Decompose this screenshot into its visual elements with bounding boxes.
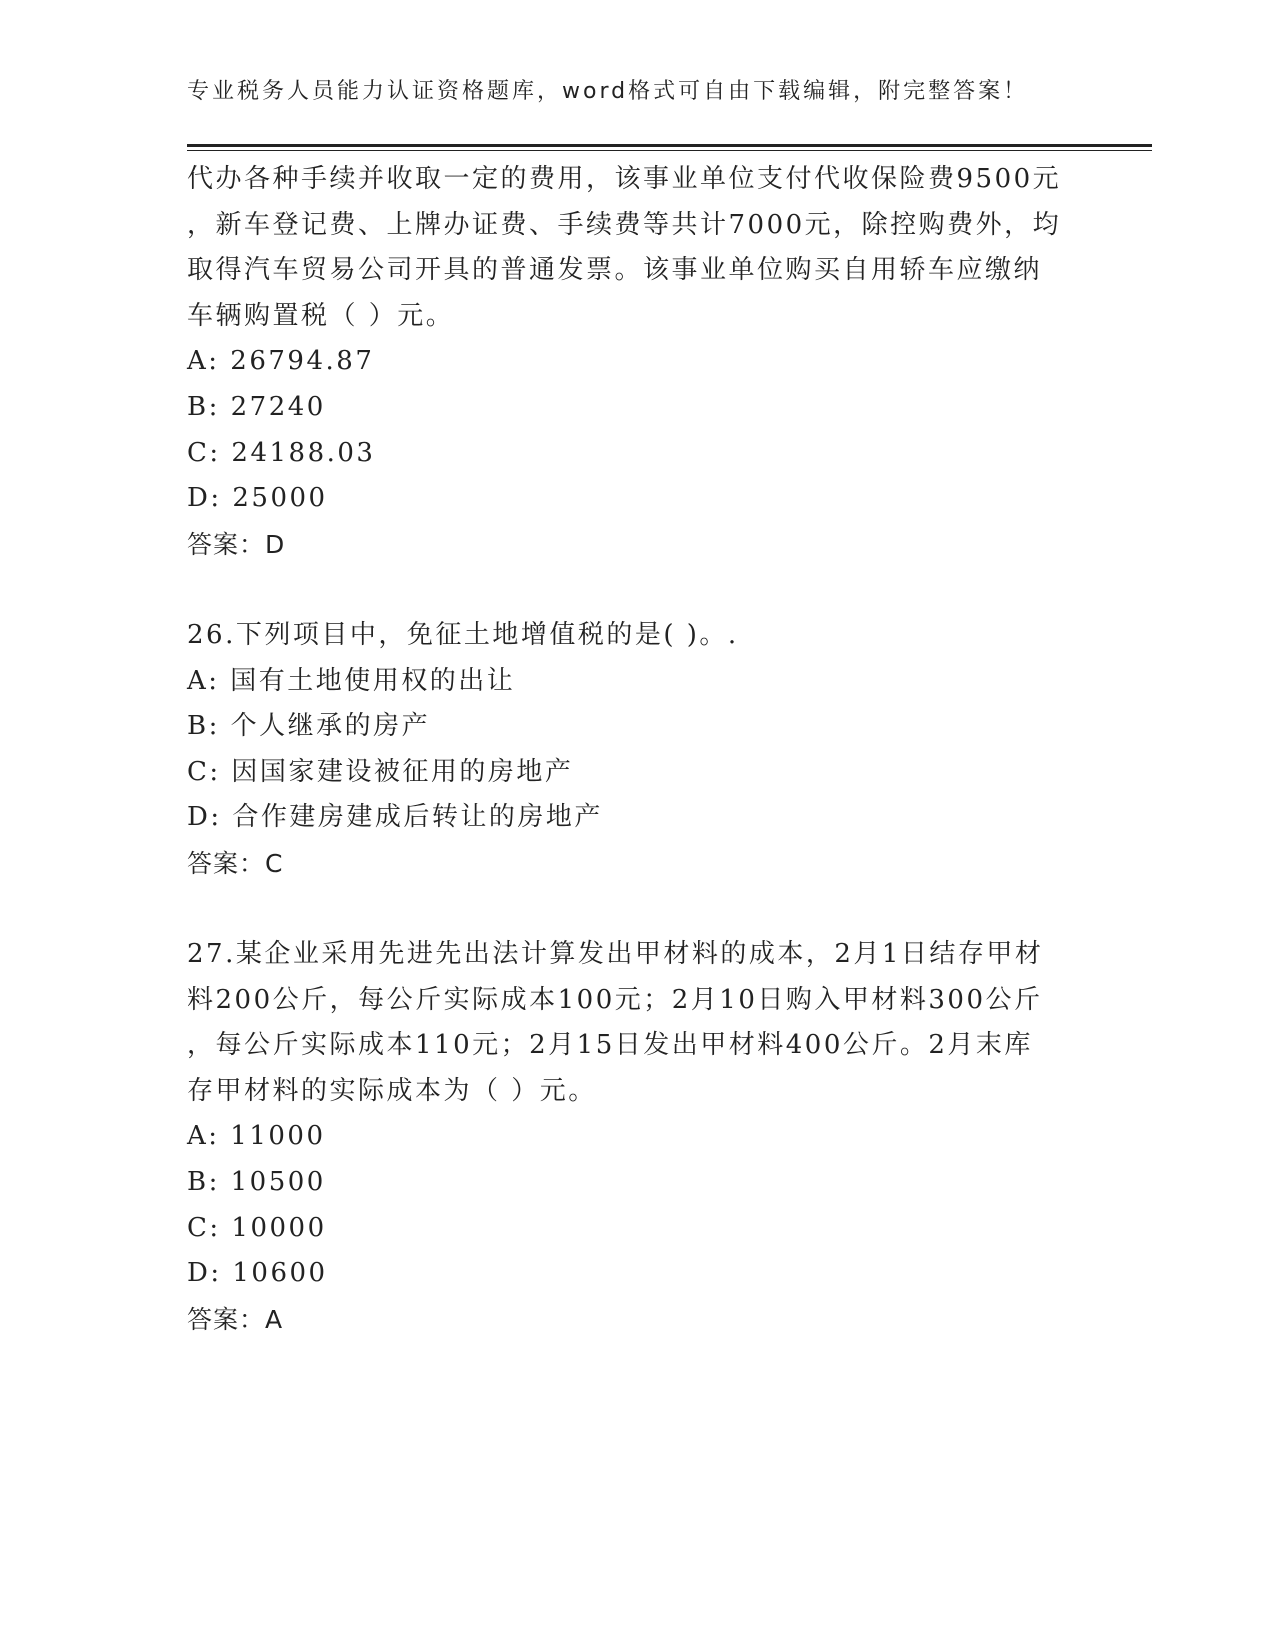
block-spacer xyxy=(187,887,1107,933)
question-text-line: ，新车登记费、上牌办证费、手续费等共计7000元，除控购费外，均 xyxy=(187,209,1062,240)
answer-label: 答案：C xyxy=(187,848,284,878)
question-text-line: 代办各种手续并收取一定的费用，该事业单位支付代收保险费9500元 xyxy=(187,164,1062,194)
option-c: C: 10000 xyxy=(187,1212,327,1243)
answer-label: 答案：A xyxy=(187,1304,284,1334)
question-text-line: ，每公斤实际成本110元；2月15日发出甲材料400公斤。2月末库 xyxy=(187,1030,1033,1061)
option-c: C: 24188.03 xyxy=(187,437,376,468)
answer-label: 答案：D xyxy=(187,529,286,559)
header-rule-thin xyxy=(187,150,1152,151)
question-block xyxy=(187,932,1107,1342)
option-d: D: 合作建房建成后转让的房地产 xyxy=(187,802,603,833)
option-d: D: 10600 xyxy=(187,1258,328,1289)
block-spacer xyxy=(187,567,1107,613)
question-content xyxy=(187,157,1107,1342)
option-a: A: 11000 xyxy=(187,1121,326,1152)
question-block xyxy=(187,157,1107,567)
page-header: 专业税务人员能力认证资格题库，word格式可自由下载编辑，附完整答案！ xyxy=(187,79,1029,104)
option-b: B: 10500 xyxy=(187,1167,326,1198)
question-block xyxy=(187,613,1107,887)
option-b: B: 个人继承的房产 xyxy=(187,711,431,742)
option-c: C: 因国家建设被征用的房地产 xyxy=(187,756,574,787)
question-text-line: 料200公斤，每公斤实际成本100元；2月10日购入甲材料300公斤 xyxy=(187,984,1043,1015)
option-d: D: 25000 xyxy=(187,483,328,514)
question-text-line: 车辆购置税（ ）元。 xyxy=(187,300,455,331)
option-a: A: 国有土地使用权的出让 xyxy=(187,665,516,696)
header-rule-thick xyxy=(187,144,1152,147)
question-text-line: 存甲材料的实际成本为（ ）元。 xyxy=(187,1075,597,1106)
question-text-line: 27.某企业采用先进先出法计算发出甲材料的成本，2月1日结存甲材 xyxy=(187,939,1044,970)
option-a: A: 26794.87 xyxy=(187,346,375,377)
question-text-line: 26.下列项目中，免征土地增值税的是( )。. xyxy=(187,619,739,650)
option-b: B: 27240 xyxy=(187,391,326,422)
question-text-line: 取得汽车贸易公司开具的普通发票。该事业单位购买自用轿车应缴纳 xyxy=(187,255,1043,286)
